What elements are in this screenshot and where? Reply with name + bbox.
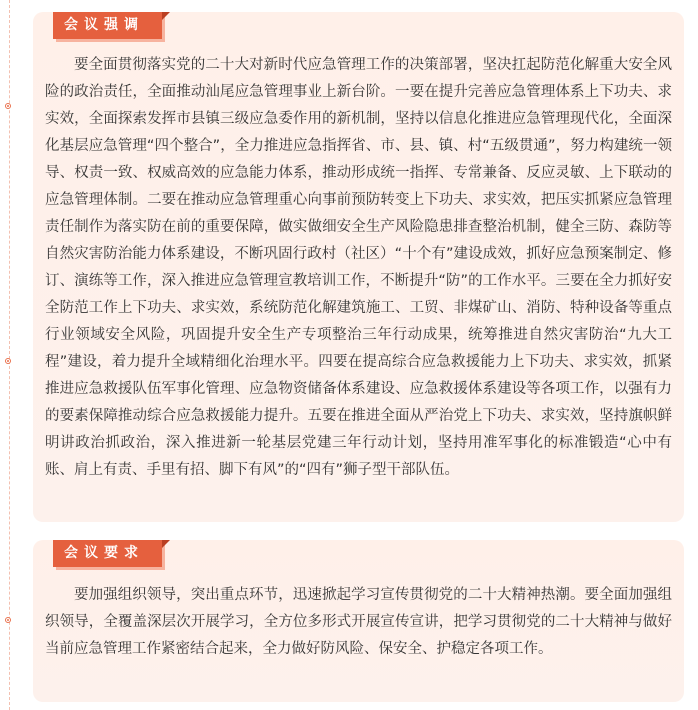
timeline-dot [5,358,11,364]
timeline-dot [5,617,11,623]
section-body-text: 要加强组织领导，突出重点环节，迅速掀起学习宣传贯彻党的二十大精神热潮。要全面加强组织领导，全覆盖深层次开展学习，全方位多形式开展宣传宣讲，把学习贯彻党的二十大精神与做好当前应急管理工作紧密结合起来，全力做好防风险、保安全、护稳定各项工作。 [45,587,672,657]
section-body-text: 要全面贯彻落实党的二十大对新时代应急管理工作的决策部署，坚决扛起防范化解重大安全风险的政治责任，全面推动汕尾应急管理事业上新台阶。一要在提升完善应急管理体系上下功夫、求实效，全面探索发挥市县镇三级应急委作用的新机制，坚持以信息化推进应急管理现代化，全面深化基层应急管理“四个整合”，全力推进应急指挥省、市、县、镇、村“五级贯通”，努力构建统一领导、权责一致、权威高效的应急能力体系，推动形成统一指挥、专常兼备、反应灵敏、上下联动的应急管理体制。二要在推动应急管理重心向事前预防转变上下功夫、求实效，把压实抓紧应急管理责任制作为落实防在前的重要保障，做实做细安全生产风险隐患排查整治机制，健全三防、森防等自然灾害防治能力体系建设，不断巩固行政村（社区）“十个有”建设成效，抓好应急预案制定、修订、演练等工作，深入推进应急管理宣教培训工作，不断提升“防”的工作水平。三要在全力抓好安全防范工作上下功夫、求实效，系统防范化解建筑施工、工贸、非煤矿山、消防、特种设备等重点行业领域安全风险，巩固提升安全生产专项整治三年行动成果，统筹推进自然灾害防治“九大工程”建设，着力提升全域精细化治理水平。四要在提高综合应急救援能力上下功夫、求实效，抓紧推进应急救援队伍军事化管理、应急物资储备体系建设、应急救援体系建设等各项工作，以强有力的要素保障推动综合应急救援能力提升。五要在推进全面从严治党上下功夫、求实效，坚持旗帜鲜明讲政治抓政治，深入推进新一轮基层党建三年行动计划，坚持用准军事化的标准锻造“心中有账、肩上有责、手里有招、脚下有风”的“四有”狮子型干部队伍。 [45,57,672,478]
section-tag: 会议强调 [53,12,162,39]
section-card-meeting-emphasis [33,12,684,522]
section-tag: 会议要求 [53,540,162,567]
section-card-meeting-requirements [33,540,684,702]
timeline-dot [5,103,11,109]
